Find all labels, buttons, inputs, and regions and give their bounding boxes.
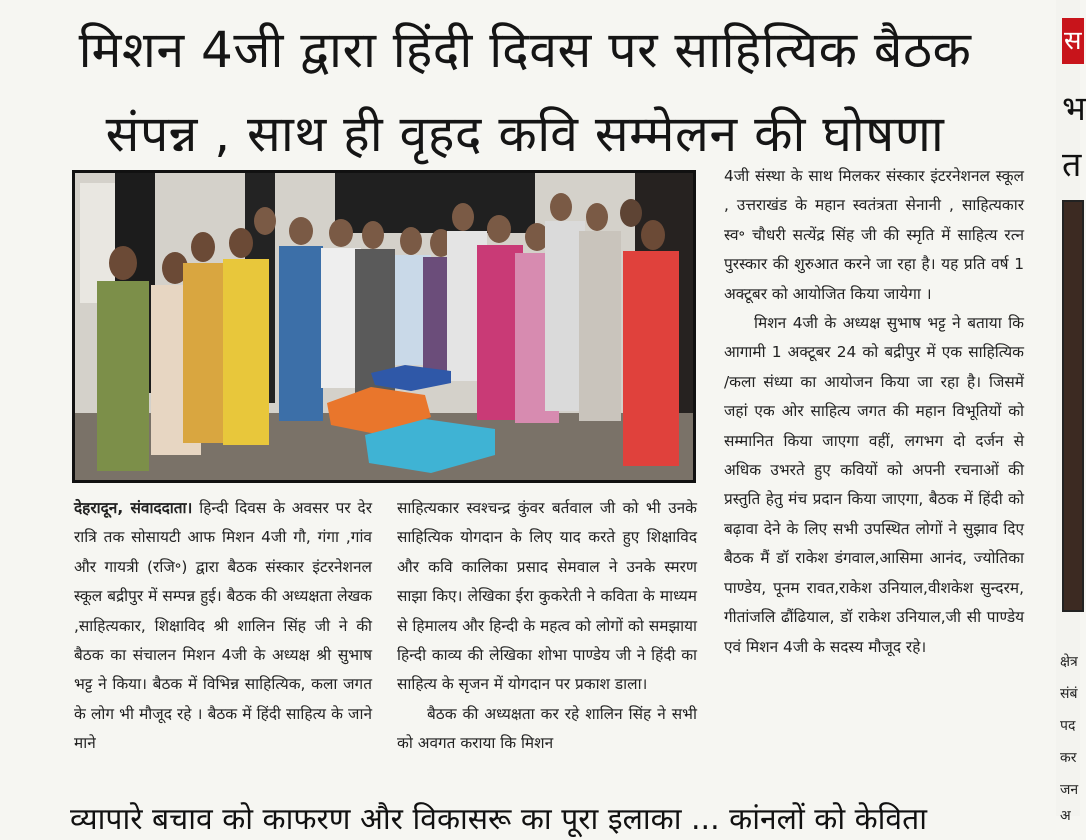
headline-line-1: मिशन 4जी द्वारा हिंदी दिवस पर साहित्यिक बैठक: [78, 21, 972, 79]
headline-line-2: संपन्न , साथ ही वृहद कवि सम्मेलन की घोषणा: [105, 105, 945, 163]
adjacent-text: पद: [1060, 718, 1076, 734]
adjacent-text: संबं: [1060, 686, 1078, 702]
article-column-2: [397, 494, 697, 759]
column-3-paragraph-1: 4जी संस्था के साथ मिलकर संस्कार इंटरनेशनल स्कूल , उत्तराखंड के महान स्वतंत्रता सेनानी , साहित्यकार स्व॰ चौधरी सत्येंद्र सिंह जी की स्मृति में साहित्य रत्न पुरस्कार की शुरुआत करने जा रहा है। यह प्रति वर्ष 1 अक्टूबर को आयोजित किया जायेगा ।: [724, 167, 1024, 303]
adjacent-headline-2: त: [1062, 145, 1082, 185]
adjacent-text: अ: [1060, 808, 1071, 824]
adjacent-headline-1: भ: [1062, 89, 1086, 129]
adjacent-text: क्षेत्र: [1060, 654, 1078, 670]
group-photo-icon: [75, 173, 693, 480]
adjacent-article-strip: [1056, 0, 1086, 824]
article-column-1: [74, 494, 372, 759]
dateline: देहरादून, संवाददाता।: [74, 499, 193, 517]
article-column-3: [724, 162, 1024, 662]
adjacent-text: कर: [1060, 750, 1077, 766]
adjacent-photo: [1062, 200, 1084, 612]
cut-off-headline: व्यापारे बचाव को काफरण और विकासरू का पूरा इलाका ... कांनलों को केविता: [70, 802, 927, 837]
adjacent-tag: स: [1062, 18, 1084, 64]
column-2-paragraph-2: बैठक की अध्यक्षता कर रहे शालिन सिंह ने सभी को अवगत कराया कि मिशन: [397, 704, 697, 753]
adjacent-text: जन: [1060, 782, 1079, 798]
headline: [20, 8, 1030, 176]
column-1-text: हिन्दी दिवस के अवसर पर देर रात्रि तक सोसायटी आफ मिशन 4जी गौ, गंगा ,गांव और गायत्री (रजि॰) द्वारा बैठक संस्कार इंटरनेशनल स्कूल बद्रीपुर में सम्पन्न हुई। बैठक की अध्यक्षता लेखक ,साहित्यकार, शिक्षाविद श्री शालिन सिंह जी ने की बैठक का संचालन मिशन 4जी के अध्यक्ष श्री सुभाष भट्ट ने किया। बैठक में विभिन्न साहित्यिक, कला जगत के लोग भी मौजूद रहे । बैठक में हिंदी साहित्य के जाने माने: [74, 499, 372, 753]
column-3-paragraph-2: मिशन 4जी के अध्यक्ष सुभाष भट्ट ने बताया कि आगामी 1 अक्टूबर 24 को बद्रीपुर में एक साहित्यिक /कला संध्या का आयोजन किया जा रहा है। जिसमें जहां एक ओर साहित्य जगत की महान विभूतियों को सम्मानित किया जाएगा वहीं, लगभग दो दर्जन से अधिक उभरते हुए कवियों को अपनी रचनाओं की प्रस्तुति हेतु मंच प्रदान किया जाएगा, बैठक में हिंदी को बढ़ावा देने के लिए सभी उपस्थित लोगों ने सुझाव दिए बैठक मैं डॉ राकेश डंगवाल,आसिमा आनंद, ज्योतिका पाण्डेय, पूनम रावत,राकेश उनियाल,वीशकेश सुन्दरम, गीतांजलि ढौंढियाल, डॉ राकेश उनियाल,जी सी पाण्डेय एवं मिशन 4जी के सदस्य मौजूद रहे।: [724, 314, 1024, 656]
group-photo: [72, 170, 696, 483]
column-2-paragraph-1: साहित्यकार स्वश्चन्द्र कुंवर बर्तवाल जी को भी उनके साहित्यिक योगदान के लिए याद करते हुए शिक्षाविद और कवि कालिका प्रसाद सेमवाल ने उनके स्मरण साझा किए। लेखिका ईरा कुकरेती ने कविता के माध्यम से हिमालय और हिन्दी के महत्व को लोगों को समझाया हिन्दी काव्य की लेखिका शोभा पाण्डेय जी ने हिंदी का साहित्य के सृजन में योगदान पर प्रकाश डाला।: [397, 499, 697, 694]
